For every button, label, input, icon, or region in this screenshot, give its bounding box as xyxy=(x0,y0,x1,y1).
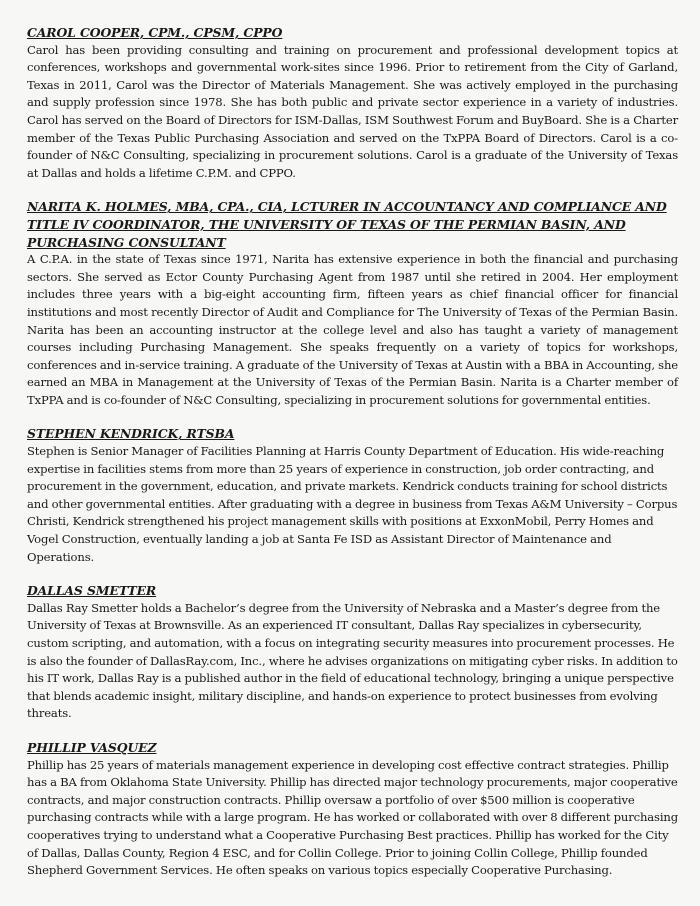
bio-paragraph: Carol has been providing consulting and training on procurement and professional development topics at conferences, workshops and governmental work-sites since 1996. Prior to retirement from the City of Garland, Texas in 2011, Carol was the Director of Materials Management. She was actively employed in the purchasing and supply profession since 1978. She has both public and private sector experience in a variety of industries. Carol has served on the Board of Directors for ISM-Dallas, ISM Southwest Forum and BuyBoard. She is a Charter member of the Texas Public Purchasing Association and served on the TxPPA Board of Directors. Carol is a co-founder of N&C Consulting, specializing in procurement solutions. Carol is a graduate of the University of Texas at Dallas and holds a lifetime C.P.M. and CPPO. xyxy=(27,42,678,180)
bio-stephen-kendrick xyxy=(27,425,678,566)
bio-paragraph: Dallas Ray Smetter holds a Bachelor’s degree from the University of Nebraska and a Master’s degree from the University of Texas at Brownsville. As an experienced IT consultant, Dallas Ray specializes in cybersecurity, custom scripting, and automation, with a focus on integrating security measures into procurement processes. He is also the founder of DallasRay.com, Inc., where he advises organizations on mitigating cyber risks. In addition to his IT work, Dallas Ray is a published author in the field of educational technology, bringing a unique perspective that blends academic insight, military discipline, and hands-on experience to protect businesses from evolving threats. xyxy=(27,600,678,721)
bio-name-heading: NARITA K. HOLMES, MBA, CPA., CIA, LCTURER IN ACCOUNTANCY AND COMPLIANCE AND TITLE IV COORDINATOR, THE UNIVERSITY OF TEXAS OF THE PERMIAN BASIN, AND PURCHASING CONSULTANT xyxy=(27,199,667,250)
bio-paragraph: Phillip has 25 years of materials management experience in developing cost effective contract strategies. Phillip has a BA from Oklahoma State University. Phillip has directed major technology procurements, major cooperative contracts, and major construction contracts. Phillip oversaw a portfolio of over $500 million is cooperative purchasing contracts while with a large program. He has worked or collaborated with over 8 different purchasing cooperatives trying to understand what a Cooperative Purchasing Best practices. Phillip has worked for the City of Dallas, Dallas County, Region 4 ESC, and for Collin College. Prior to joining Collin College, Phillip founded Shepherd Government Services. He often speaks on various topics especially Cooperative Purchasing. xyxy=(27,757,678,878)
bio-name-heading: PHILLIP VASQUEZ xyxy=(27,739,157,755)
bio-name-heading: STEPHEN KENDRICK, RTSBA xyxy=(27,426,235,442)
bio-narita-holmes xyxy=(27,198,678,409)
bio-phillip-vasquez xyxy=(27,739,678,880)
bio-name-heading: DALLAS SMETTER xyxy=(27,583,157,599)
bio-carol-cooper xyxy=(27,24,678,182)
bio-paragraph: Stephen is Senior Manager of Facilities Planning at Harris County Department of Education. His wide-reaching expertise in facilities stems from more than 25 years of experience in construction, job order contracting, and procurement in the government, education, and private markets. Kendrick conducts training for school districts and other governmental entities. After graduating with a degree in business from Texas A&M University – Corpus Christi, Kendrick strengthened his project management skills with positions at ExxonMobil, Perry Homes and Vogel Construction, eventually landing a job at Santa Fe ISD as Assistant Director of Maintenance and Operations. xyxy=(27,444,678,564)
bio-name-heading: CAROL COOPER, CPM., CPSM, CPPO xyxy=(27,25,283,40)
bio-dallas-smetter xyxy=(27,582,678,723)
bio-paragraph: A C.P.A. in the state of Texas since 1971, Narita has extensive experience in both the financial and purchasing sectors. She served as Ector County Purchasing Agent from 1987 until she retired in 2004. Her employment includes three years with a big-eight accounting firm, fifteen years as chief financial officer for financial institutions and most recently Director of Audit and Compliance for The University of Texas of the Permian Basin. Narita has been an accounting instructor at the college level and also has taught a variety of management courses including Purchasing Management. She speaks frequently on a variety of topics for workshops, conferences and in-service training. A graduate of the University of Texas at Austin with a BBA in Accounting, she earned an MBA in Management at the University of Texas of the Permian Basin. Narita is a Charter member of TxPPA and is co-founder of N&C Consulting, specializing in procurement solutions for governmental entities. xyxy=(27,252,678,407)
